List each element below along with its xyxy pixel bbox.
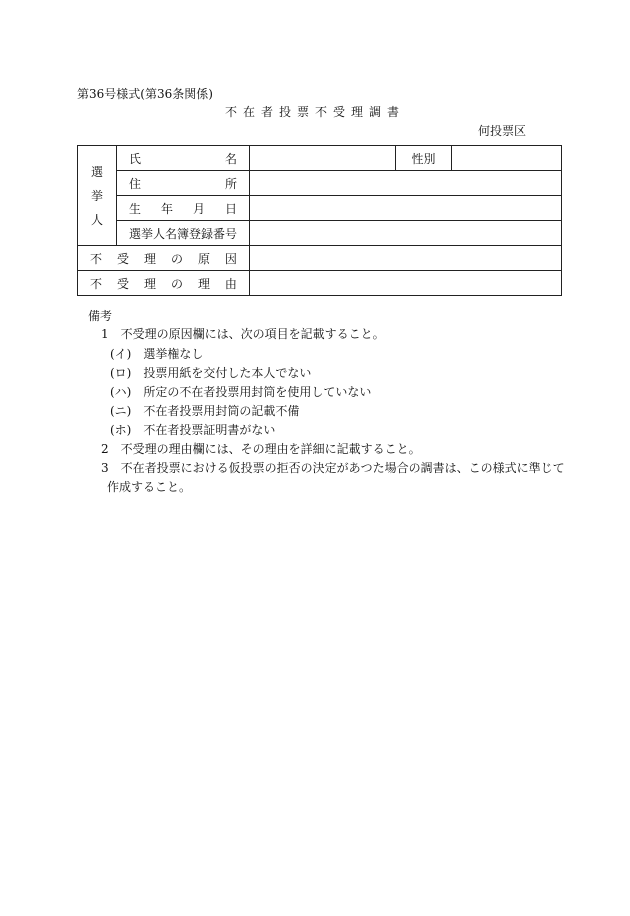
label-reason-char-1: 不: [90, 276, 103, 291]
elector-group-label: [78, 146, 117, 246]
label-cause-char-3: 理: [143, 251, 156, 266]
label-cause-char-1: 不: [90, 251, 103, 266]
label-address-char-1: 住: [129, 176, 142, 191]
label-reason: [78, 271, 250, 296]
row-reason: [78, 271, 562, 296]
field-name[interactable]: [250, 146, 396, 171]
remarks-heading: 備考: [88, 309, 113, 323]
label-cause-char-5: 原: [197, 251, 210, 266]
polling-district: 何投票区: [477, 124, 526, 138]
row-name: [78, 146, 562, 171]
label-reason-char-2: 受: [116, 276, 129, 291]
elector-char-3: 人: [90, 212, 103, 227]
label-address-char-2: 所: [224, 176, 237, 191]
remarks-sub-ni: (ニ) 不在者投票用封筒の記載不備: [110, 404, 300, 418]
form-table: [77, 145, 562, 296]
document-title: 不在者投票不受理調書: [224, 105, 405, 119]
field-birthdate[interactable]: [250, 196, 562, 221]
label-birthdate-char-2: 年: [160, 201, 173, 216]
label-reason-char-4: の: [170, 276, 183, 291]
remarks-sub-ho: (ホ) 不在者投票証明書がない: [110, 423, 276, 437]
label-birthdate-char-3: 月: [192, 201, 205, 216]
remarks-item-3: 3 不在者投票における仮投票の拒否の決定があつた場合の調書は、この様式に準じて: [101, 461, 565, 475]
label-cause-char-4: の: [170, 251, 183, 266]
field-reason[interactable]: [250, 271, 562, 296]
label-reason-char-3: 理: [143, 276, 156, 291]
label-cause-char-2: 受: [116, 251, 129, 266]
row-address: [78, 171, 562, 196]
remarks-item-3-cont: 作成すること。: [107, 480, 192, 494]
field-register-number[interactable]: [250, 221, 562, 246]
remarks-sub-ha: (ハ) 所定の不在者投票用封筒を使用していない: [110, 385, 372, 399]
remarks-item-1: 1 不受理の原因欄には、次の項目を記載すること。: [101, 327, 385, 341]
label-birthdate-char-4: 日: [224, 201, 237, 216]
label-address: [117, 171, 250, 196]
field-sex[interactable]: [452, 146, 562, 171]
label-name-char-2: 名: [224, 151, 237, 166]
remarks-sub-ro: (ロ) 投票用紙を交付した本人でない: [110, 366, 312, 380]
remarks-sub-i: (イ) 選挙権なし: [110, 347, 204, 361]
elector-char-2: 挙: [90, 188, 103, 203]
row-birthdate: [78, 196, 562, 221]
label-register-number: 選挙人名簿登録番号: [117, 221, 250, 246]
label-birthdate-char-1: 生: [129, 201, 142, 216]
remarks-item-2: 2 不受理の理由欄には、その理由を詳細に記載すること。: [101, 442, 421, 456]
label-name: [117, 146, 250, 171]
label-name-char-1: 氏: [129, 151, 142, 166]
label-sex: 性別: [396, 146, 452, 171]
row-register-number: [78, 221, 562, 246]
field-address[interactable]: [250, 171, 562, 196]
form-number: 第36号様式(第36条関係): [77, 87, 213, 101]
label-cause: [78, 246, 250, 271]
elector-char-1: 選: [90, 164, 103, 179]
label-birthdate: [117, 196, 250, 221]
row-cause: [78, 246, 562, 271]
label-cause-char-6: 因: [224, 251, 237, 266]
field-cause[interactable]: [250, 246, 562, 271]
label-reason-char-6: 由: [224, 276, 237, 291]
label-reason-char-5: 理: [197, 276, 210, 291]
